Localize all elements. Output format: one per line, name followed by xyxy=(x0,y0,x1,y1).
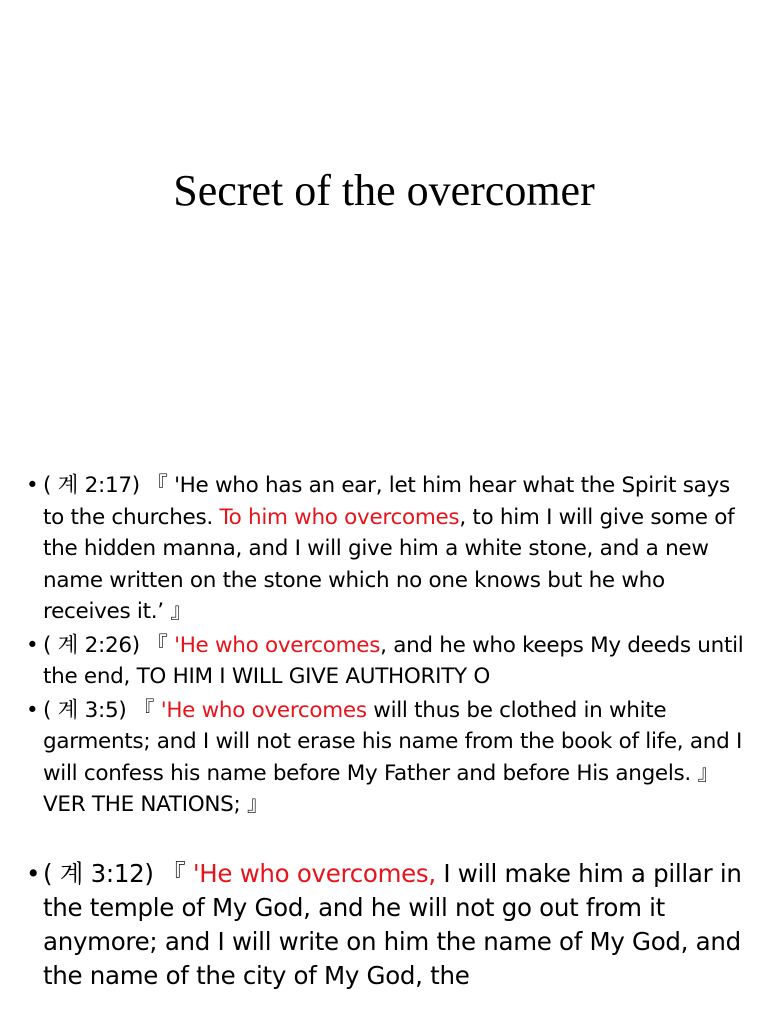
verse-highlight: 'He who overcomes xyxy=(160,697,367,723)
verse-text: will thus be clothed in white garments; and I will not erase his name from the book of life, and I will confess his name before My Father and before His angels. 』 VER THE NATIONS; 』 xyxy=(43,697,743,817)
verse-item xyxy=(26,857,754,993)
verse-highlight: 'He who overcomes xyxy=(174,632,381,658)
verse-list xyxy=(26,470,754,993)
bullet-dot-icon: • xyxy=(26,697,39,723)
verse-highlight: 'He who overcomes, xyxy=(192,858,436,888)
bullet-dot-icon: • xyxy=(26,473,39,498)
verse-text: I will make him a pillar in the temple of My God, and he will not go out from it anymore; and I will write on him the name of My God, and the name of the city of My God, the xyxy=(43,858,742,990)
verse-item xyxy=(26,695,754,821)
verse-item xyxy=(26,470,754,628)
verse-text: , to him I will give some of the hidden manna, and I will give him a white stone, and a new name written on the stone which no one knows but he who receives it.’ 』 xyxy=(43,504,735,624)
verse-text xyxy=(185,859,193,888)
verse-text: 'He who has an ear, let him hear what the Spirit says to the churches. xyxy=(43,473,730,530)
verse-reference: ( 계 3:12) 『 xyxy=(43,858,186,888)
verse-reference: ( 계 3:5) 『 xyxy=(43,697,155,723)
verse-reference: ( 계 2:17) 『 xyxy=(43,473,168,498)
verse-item xyxy=(26,630,754,693)
verse-reference: ( 계 2:26) 『 xyxy=(43,632,168,658)
verse-text: , and he who keeps My deeds until the end, TO HIM I WILL GIVE AUTHORITY O xyxy=(43,632,744,689)
bullet-dot-icon: • xyxy=(26,858,41,888)
verse-highlight: To him who overcomes xyxy=(219,504,460,530)
bullet-dot-icon: • xyxy=(26,632,39,658)
slide-title: Secret of the overcomer xyxy=(173,166,595,215)
